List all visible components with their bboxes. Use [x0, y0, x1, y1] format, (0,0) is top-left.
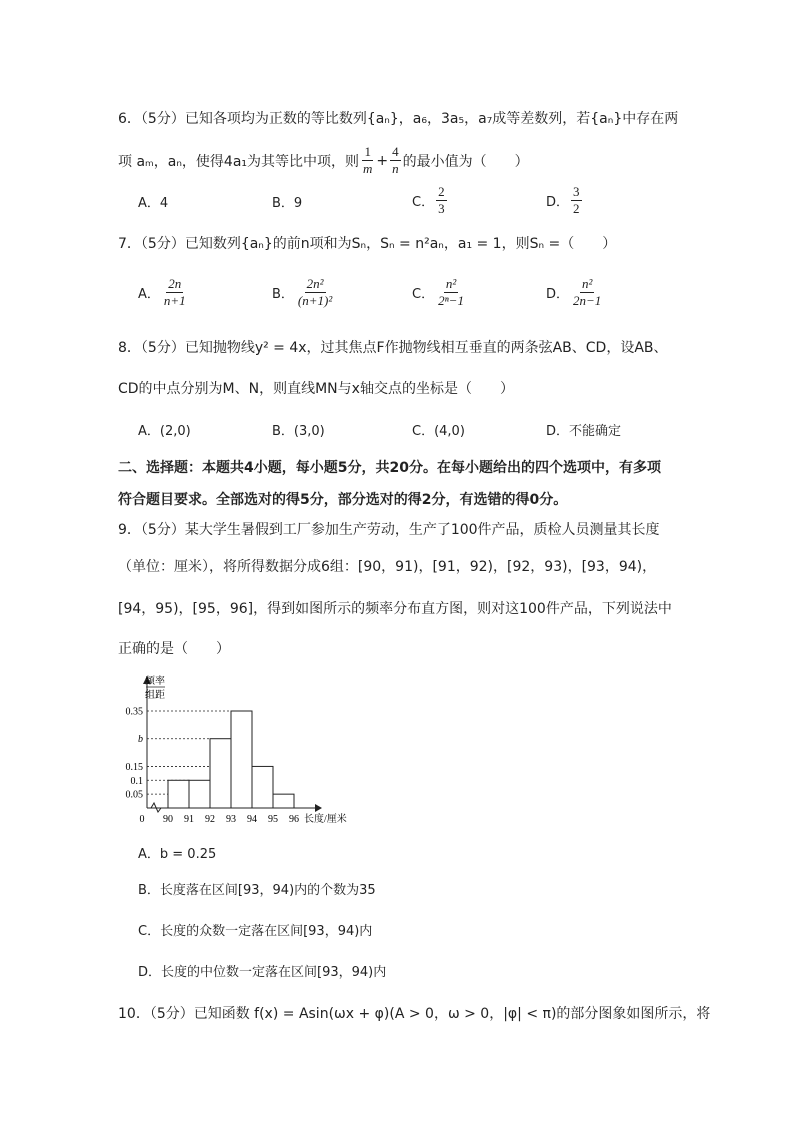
- section2-line2: 符合题目要求。全部选对的得5分，部分选对的得2分，有选错的得0分。: [118, 492, 568, 508]
- histogram-bar: [273, 794, 294, 808]
- q7-option-c[interactable]: C． $\frac{\text{n²}}{\text{2ⁿ−1}}$: [412, 276, 464, 308]
- q6-line2-pre: 项 aₘ，aₙ，使得4a₁为其等比中项，则: [118, 153, 360, 170]
- y-tick-label: 0.35: [125, 706, 143, 718]
- q10-line1: 10．（5分）已知函数 f(x) = Asin(ωx + φ)(A > 0，ω > 0，|φ| < π)的部分图象如图所示，将: [118, 1006, 711, 1022]
- histogram-bar: [252, 766, 273, 808]
- q8-option-d[interactable]: D．不能确定: [546, 424, 622, 439]
- q6-option-b[interactable]: B．9: [272, 196, 303, 211]
- y-tick-label: 0.05: [125, 789, 143, 801]
- q8-line1: 8．（5分）已知抛物线y² = 4x，过其焦点F作抛物线相互垂直的两条弦AB、CD，设AB、: [118, 340, 668, 356]
- q6-line2-post: 的最小值为（ ）: [402, 153, 529, 170]
- q6-option-c[interactable]: C． $\frac{2}{3}$: [412, 184, 445, 216]
- q8-option-a[interactable]: A．(2,0): [138, 424, 191, 439]
- q6-fraction-2: $\frac{4}{n}$: [392, 144, 399, 176]
- q9-line1: 9．（5分）某大学生暑假到工厂参加生产劳动，生产了100件产品，质检人员测量其长度: [118, 522, 660, 538]
- q6-line2: [118, 144, 529, 177]
- histogram-bar: [231, 711, 252, 808]
- y-tick-label: b: [138, 734, 143, 746]
- q7-option-b[interactable]: B． $\frac{\text{2n²}}{\text{(n+1)²}}$: [272, 276, 333, 308]
- q6-fraction-1: $\frac{1}{m}$: [363, 144, 373, 176]
- x-tick-label: 96: [289, 814, 299, 825]
- histogram-bar: [168, 780, 189, 808]
- x-axis-arrow: [315, 804, 322, 812]
- q9-option-a[interactable]: A．b = 0.25: [138, 847, 217, 862]
- y-axis-label-top: 频率: [145, 676, 165, 687]
- histogram-bar: [189, 780, 210, 808]
- q8-option-c[interactable]: C．(4,0): [412, 424, 465, 439]
- x-tick-label: 94: [247, 814, 257, 825]
- section2-line1: 二、选择题：本题共4小题，每小题5分，共20分。在每小题给出的四个选项中，有多项: [118, 460, 661, 476]
- y-tick-label: 0.15: [125, 761, 143, 773]
- q7-option-d[interactable]: D． $\frac{\text{n²}}{2n-1}$: [546, 276, 602, 308]
- x-tick-label: 92: [205, 814, 215, 825]
- x-axis-label: 长度/厘米: [304, 814, 347, 825]
- q6-line1: 6．（5分）已知各项均为正数的等比数列{aₙ}，a₆，3a₅，a₇成等差数列，若{aₙ}中存在两: [118, 111, 679, 127]
- q9-line2: （单位：厘米），将所得数据分成6组：[90，91)，[91，92)，[92，93)，[93，94)，: [118, 559, 657, 575]
- x-tick-label: 95: [268, 814, 278, 825]
- q9-option-d[interactable]: D．长度的中位数一定落在区间[93，94)内: [138, 965, 387, 980]
- q6-plus: +: [376, 152, 389, 169]
- q9-option-b[interactable]: B．长度落在区间[93，94)内的个数为35: [138, 883, 376, 898]
- q7-option-a[interactable]: A． $\frac{2n}{n+1}$: [138, 276, 186, 308]
- q9-option-c[interactable]: C．长度的众数一定落在区间[93，94)内: [138, 924, 373, 939]
- histogram-bar: [210, 739, 231, 808]
- q8-line2: CD的中点分别为M、N，则直线MN与x轴交点的坐标是（ ）: [118, 381, 514, 397]
- x-tick-label: 91: [184, 814, 194, 825]
- q9-line4: 正确的是（ ）: [118, 641, 230, 657]
- y-tick-label: 0.1: [130, 775, 143, 787]
- frequency-histogram: [110, 672, 370, 832]
- q6-option-a[interactable]: A．4: [138, 196, 169, 211]
- q9-line3: [94，95)，[95，96]，得到如图所示的频率分布直方图，则对这100件产品，下列说法中: [118, 601, 672, 617]
- x-tick-label: 90: [163, 814, 173, 825]
- origin-label: 0: [139, 814, 145, 825]
- q7-line1: 7．（5分）已知数列{aₙ}的前n项和为Sₙ，Sₙ = n²aₙ，a₁ = 1，则Sₙ =（ ）: [118, 236, 617, 252]
- q8-option-b[interactable]: B．(3,0): [272, 424, 325, 439]
- y-axis-label-bottom: 组距: [145, 690, 165, 701]
- q6-option-d[interactable]: D． $\frac{3}{2}$: [546, 184, 580, 216]
- x-tick-label: 93: [226, 814, 236, 825]
